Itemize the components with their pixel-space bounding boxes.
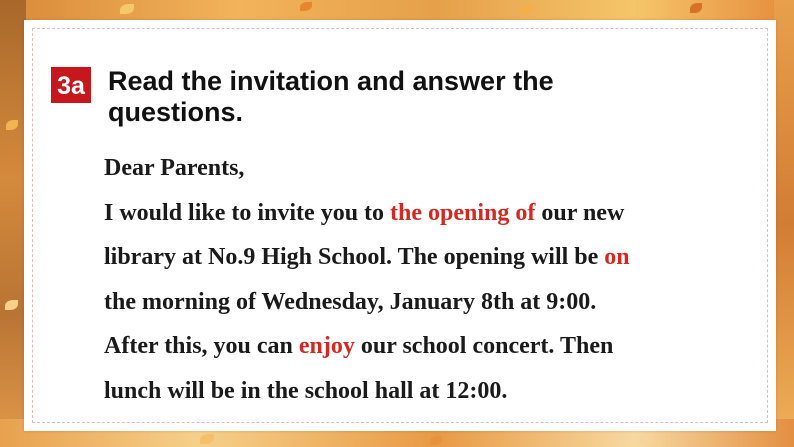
letter-line-5: lunch will be in the school hall at 12:00. bbox=[104, 377, 508, 404]
letter-greeting: Dear Parents, bbox=[104, 155, 245, 181]
text-segment: After this, you can bbox=[104, 333, 299, 359]
letter-line-2 bbox=[104, 235, 764, 280]
autumn-frame-left bbox=[0, 0, 26, 447]
letter-line-1 bbox=[104, 191, 764, 236]
invitation-letter bbox=[104, 146, 764, 413]
heading-line-1: Read the invitation and answer the bbox=[108, 66, 554, 96]
text-segment: our new bbox=[535, 199, 625, 226]
letter-line-3: the morning of Wednesday, January 8th at 9:00. bbox=[104, 288, 597, 315]
letter-line-4 bbox=[104, 324, 764, 369]
text-segment: our school concert. Then bbox=[354, 333, 614, 359]
autumn-frame-right bbox=[774, 0, 794, 447]
highlighted-phrase: enjoy bbox=[298, 333, 355, 359]
heading-line-2: questions. bbox=[108, 97, 244, 127]
text-segment: library at No.9 High School. The opening will be bbox=[104, 244, 605, 270]
section-badge: 3a bbox=[51, 67, 91, 103]
instruction-heading bbox=[108, 66, 668, 128]
text-segment: I would like to invite you to bbox=[104, 199, 391, 226]
highlighted-phrase: on bbox=[604, 244, 630, 270]
highlighted-phrase: the opening of bbox=[390, 199, 536, 226]
